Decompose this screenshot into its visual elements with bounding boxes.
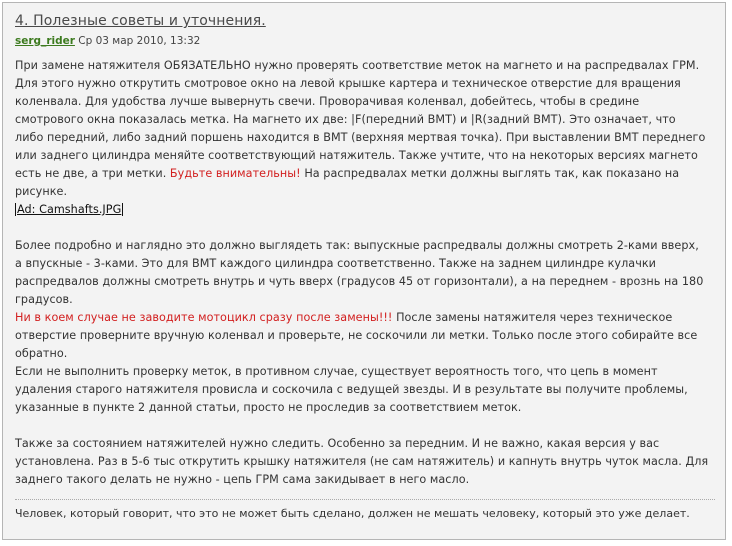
author-link[interactable]: serg_rider [15, 35, 75, 47]
paragraph-line: смотрового окна показалась метка. На магнето их две: |F(передний ВМТ) и |R(задний ВМТ). Это означает, что [15, 113, 676, 126]
paragraph-text: После замены натяжителя через техническое [396, 311, 673, 324]
attachment-link[interactable]: Ad: Camshafts.JPG [17, 203, 122, 216]
paragraph-line: Для этого нужно открутить смотровое окно на левой крышке картера и техническое отверстие для вращения [15, 77, 681, 90]
post-body [15, 57, 715, 489]
signature: Человек, который говорит, что это не может быть сделано, должен не мешать человеку, который это уже делает. [15, 507, 690, 520]
warning-text: Будьте внимательны! [169, 167, 301, 180]
paragraph-line: отверстие проверните вручную коленвал и проверьте, не соскочили ли метки. Только после этого собирайте все [15, 329, 698, 342]
attachment-line [15, 201, 715, 219]
paragraph-line: заднего такого делать не нужно - цепь ГРМ сама закидывает в него масло. [15, 473, 470, 486]
post-title[interactable]: 4. Полезные советы и уточнения. [15, 13, 266, 29]
paragraph-line: или заднего цилиндра меняйте соответствующий натяжитель. Также учтите, что на некоторых версиях магнето [15, 149, 698, 162]
post-date: Ср 03 мар 2010, 13:32 [78, 35, 201, 47]
paragraph-text: есть не две, а три метки. [15, 167, 167, 180]
paragraph-text: На распредвалах метки должны выглять так, как показано на [304, 167, 680, 180]
forum-post [15, 12, 715, 522]
paragraph-line: удаления старого натяжителя провисла и соскочила с ведущей звезды. И в результате вы получите проблемы, [15, 383, 688, 396]
post-frame [2, 2, 726, 540]
paragraph-line: указанные в пункте 2 данной статьи, просто не проследив за соответствием меток. [15, 401, 522, 414]
paragraph-line: градусов. [15, 293, 73, 306]
paragraph-line: Также за состоянием натяжителей нужно следить. Особенно за передним. И не важно, какая версия у вас [15, 437, 660, 450]
paragraph-line: распредвалов должны смотреть внутрь и чуть вверх (градусов 45 от горизонтали), а на переднем - врознь на 180 [15, 275, 704, 288]
paragraph-line: обратно. [15, 347, 68, 360]
paragraph-line: установлена. Раз в 5-6 тыс открутить крышку натяжителя (не сам натяжитель) и капнуть внутрь чуток масла. Для [15, 455, 709, 468]
paragraph-line: рисунке. [15, 185, 68, 198]
paragraph-line [15, 165, 715, 183]
signature-divider [15, 499, 715, 500]
warning-text: Ни в коем случае не заводите мотоцикл сразу после замены!!! [15, 311, 393, 324]
spacer [15, 417, 715, 435]
paragraph-line: Если не выполнить проверку меток, в противном случае, существует вероятность того, что цепь в момент [15, 365, 658, 378]
paragraph-line: Более подробно и наглядно это должно выглядеть так: выпускные распредвалы должны смотреть 2-ками вверх, [15, 239, 699, 252]
paragraph-line: а впускные - 3-ками. Это для ВМТ каждого цилиндра соответственно. Также на заднем цилиндре кулачки [15, 257, 656, 270]
paragraph-line: При замене натяжителя ОБЯЗАТЕЛЬНО нужно проверять соответствие меток на магнето и на распредвалах ГРМ. [15, 59, 700, 72]
post-meta [15, 34, 715, 48]
spacer [15, 219, 715, 237]
paragraph-line [15, 309, 715, 327]
paragraph-line: коленвала. Для удобства лучше вывернуть свечи. Проворачивая коленвал, добейтесь, чтобы в средине [15, 95, 640, 108]
paragraph-line: либо передний, либо задний поршень находится в ВМТ (верхняя мертвая точка). При выставлении ВМТ переднего [15, 131, 706, 144]
